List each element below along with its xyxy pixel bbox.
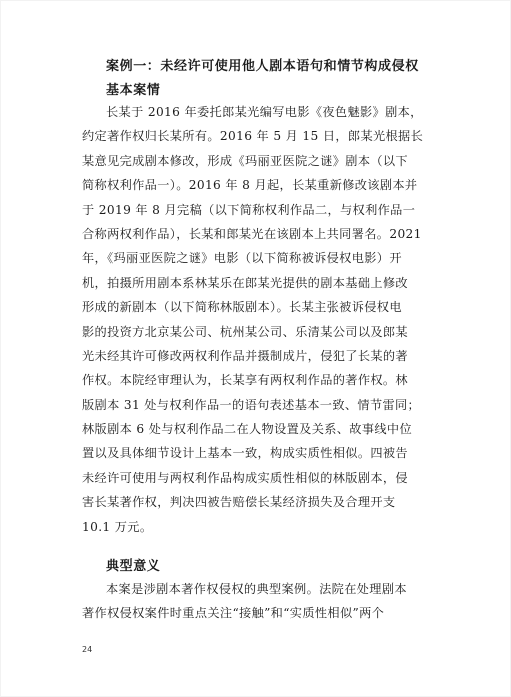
text-line: 著作权侵权案件时重点关注“接触”和“实质性相似”两个 xyxy=(82,606,385,621)
text-line: 影的投资方北京某公司、杭州某公司、乐清某公司以及郎某 xyxy=(82,324,408,339)
text-line: 简称权利作品一）。2016 年 8 月起，长某重新修改该剧本并 xyxy=(82,178,418,193)
text-line: 某意见完成剧本修改，形成《玛丽亚医院之谜》剧本（以下 xyxy=(82,153,408,168)
text-line: 光未经其许可修改两权利作品并摄制成片，侵犯了长某的著 xyxy=(82,348,408,363)
text-line: 年，《玛丽亚医院之谜》电影（以下简称被诉侵权电影）开 xyxy=(82,251,402,266)
text-line: 长某于 2016 年委托郎某光编写电影《夜色魅影》剧本， xyxy=(106,105,423,119)
case-title: 案例一：未经许可使用他人剧本语句和情节构成侵权 xyxy=(106,59,419,74)
text-line: 10.1 万元。 xyxy=(82,519,153,534)
text-line: 害长某著作权，判决四被告赔偿长某经济损失及合理开支 xyxy=(82,495,396,510)
text-line: 形成的新剧本（以下简称林版剧本）。长某主张被诉侵权电 xyxy=(82,300,402,315)
section-heading-significance: 典型意义 xyxy=(106,559,161,574)
text-line: 版剧本 31 处与权利作品一的语句表述基本一致、情节雷同； xyxy=(82,397,421,412)
text-line: 置以及具体细节设计上基本一致，构成实质性相似。四被告 xyxy=(82,446,408,461)
text-line: 合称两权利作品），长某和郎某光在该剧本上共同署名。2021 xyxy=(82,226,422,241)
text-line: 林版剧本 6 处与权利作品二在人物设置及关系、故事线中位 xyxy=(82,422,412,437)
text-line: 作权。本院经审理认为，长某享有两权利作品的著作权。林 xyxy=(82,373,408,388)
text-line: 本案是涉剧本著作权侵权的典型案例。法院在处理剧本 xyxy=(106,582,407,596)
section-heading-basic-facts: 基本案情 xyxy=(106,83,161,98)
text-line: 于 2019 年 8 月完稿（以下简称权利作品二，与权利作品一 xyxy=(82,202,416,217)
page-number: 24 xyxy=(82,645,93,654)
section-body-basic-facts xyxy=(82,100,442,539)
text-line: 约定著作权归长某所有。2016 年 5 月 15 日，郎某光根据长 xyxy=(82,129,424,144)
text-line: 机，拍摄所用剧本系林某乐在郎某光提供的剧本基础上修改 xyxy=(82,275,408,290)
text-line: 未经许可使用与两权利作品构成实质性相似的林版剧本，侵 xyxy=(82,470,408,485)
section-body-significance xyxy=(82,577,442,626)
